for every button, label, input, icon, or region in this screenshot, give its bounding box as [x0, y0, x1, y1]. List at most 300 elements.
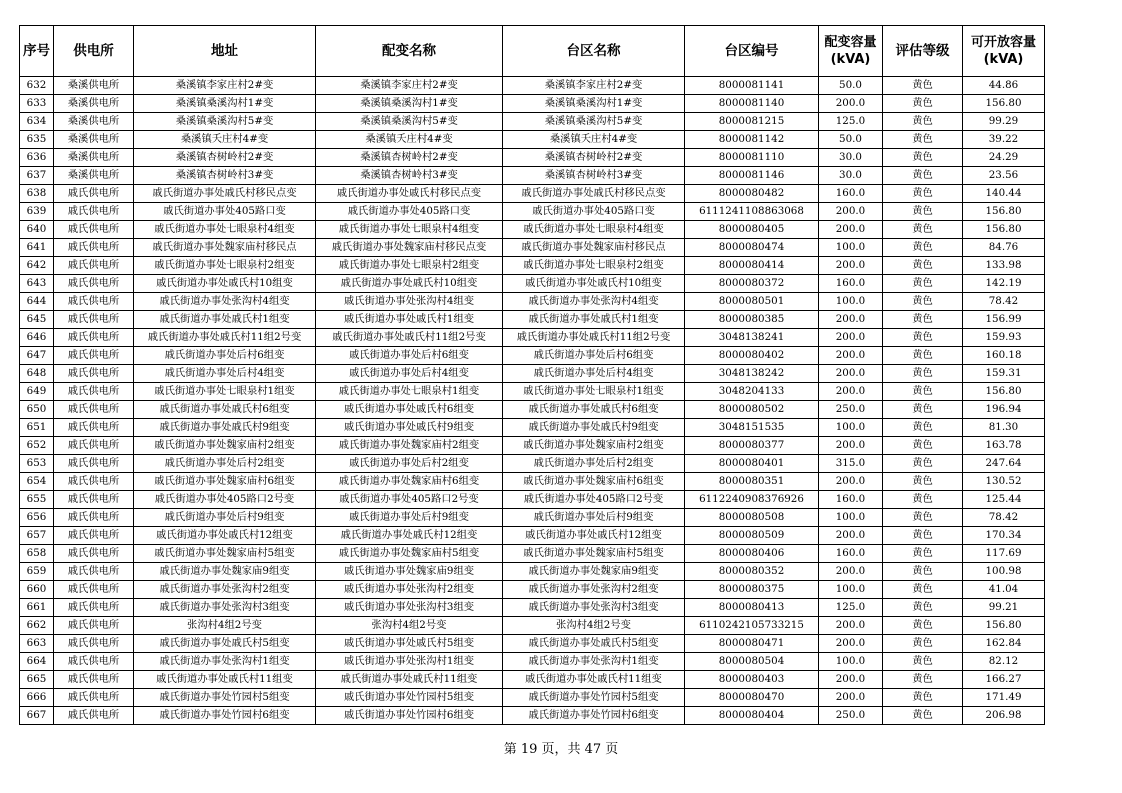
table-row: [20, 419, 1045, 437]
cell-open-capacity: 170.34: [963, 527, 1045, 545]
cell-area-code: 8000080375: [685, 581, 819, 599]
cell-address: 戚氏街道办事处七眼泉村2组变: [134, 257, 316, 275]
header-open-capacity: [963, 26, 1045, 77]
cell-seq: 641: [20, 239, 54, 257]
cell-station: 戚氏供电所: [54, 383, 134, 401]
cell-capacity: 100.0: [819, 581, 883, 599]
cell-area-code: 8000080501: [685, 293, 819, 311]
cell-station: 桑溪供电所: [54, 149, 134, 167]
cell-grade: 黄色: [883, 329, 963, 347]
cell-grade: 黄色: [883, 545, 963, 563]
cell-capacity: 200.0: [819, 365, 883, 383]
cell-open-capacity: 41.04: [963, 581, 1045, 599]
cell-capacity: 200.0: [819, 689, 883, 707]
cell-capacity: 250.0: [819, 707, 883, 725]
cell-area-code: 8000080405: [685, 221, 819, 239]
table-body: [20, 77, 1045, 725]
cell-area-code: 8000080509: [685, 527, 819, 545]
cell-grade: 黄色: [883, 347, 963, 365]
cell-capacity: 30.0: [819, 167, 883, 185]
cell-capacity: 200.0: [819, 203, 883, 221]
table-row: [20, 95, 1045, 113]
cell-seq: 660: [20, 581, 54, 599]
cell-seq: 638: [20, 185, 54, 203]
cell-address: 戚氏街道办事处戚氏村6组变: [134, 401, 316, 419]
cell-seq: 636: [20, 149, 54, 167]
cell-grade: 黄色: [883, 653, 963, 671]
cell-area-name: 戚氏街道办事处竹园村6组变: [503, 707, 685, 725]
cell-open-capacity: 166.27: [963, 671, 1045, 689]
cell-station: 戚氏供电所: [54, 617, 134, 635]
cell-area-name: 戚氏街道办事处戚氏村12组变: [503, 527, 685, 545]
table-row: [20, 563, 1045, 581]
cell-transformer-name: 戚氏街道办事处405路口2号变: [316, 491, 503, 509]
cell-address: 戚氏街道办事处后村2组变: [134, 455, 316, 473]
cell-address: 戚氏街道办事处戚氏村12组变: [134, 527, 316, 545]
cell-seq: 654: [20, 473, 54, 491]
cell-area-code: 8000081146: [685, 167, 819, 185]
table-row: [20, 491, 1045, 509]
cell-area-code: 3048204133: [685, 383, 819, 401]
cell-transformer-name: 戚氏街道办事处七眼泉村4组变: [316, 221, 503, 239]
cell-area-name: 戚氏街道办事处后村2组变: [503, 455, 685, 473]
cell-address: 戚氏街道办事处七眼泉村1组变: [134, 383, 316, 401]
cell-station: 戚氏供电所: [54, 563, 134, 581]
cell-area-name: 戚氏街道办事处竹园村5组变: [503, 689, 685, 707]
table-row: [20, 77, 1045, 95]
cell-grade: 黄色: [883, 149, 963, 167]
cell-seq: 634: [20, 113, 54, 131]
cell-transformer-name: 桑溪镇杏树岭村2#变: [316, 149, 503, 167]
table-row: [20, 185, 1045, 203]
cell-area-name: 戚氏街道办事处魏家庙村移民点: [503, 239, 685, 257]
table-row: [20, 311, 1045, 329]
cell-capacity: 30.0: [819, 149, 883, 167]
cell-capacity: 160.0: [819, 545, 883, 563]
cell-seq: 658: [20, 545, 54, 563]
table-row: [20, 671, 1045, 689]
cell-area-name: 戚氏街道办事处戚氏村11组变: [503, 671, 685, 689]
cell-open-capacity: 140.44: [963, 185, 1045, 203]
cell-transformer-name: 戚氏街道办事处竹园村6组变: [316, 707, 503, 725]
cell-grade: 黄色: [883, 689, 963, 707]
cell-address: 桑溪镇杏树岭村3#变: [134, 167, 316, 185]
cell-open-capacity: 78.42: [963, 509, 1045, 527]
page-number: 第 19 页，共 47 页: [503, 742, 619, 757]
cell-grade: 黄色: [883, 599, 963, 617]
cell-area-code: 8000080474: [685, 239, 819, 257]
cell-transformer-name: 戚氏街道办事处戚氏村5组变: [316, 635, 503, 653]
cell-open-capacity: 117.69: [963, 545, 1045, 563]
cell-grade: 黄色: [883, 167, 963, 185]
cell-area-name: 戚氏街道办事处戚氏村9组变: [503, 419, 685, 437]
table-row: [20, 383, 1045, 401]
cell-area-code: 8000080413: [685, 599, 819, 617]
cell-open-capacity: 156.80: [963, 95, 1045, 113]
cell-area-name: 戚氏街道办事处张沟村4组变: [503, 293, 685, 311]
cell-capacity: 100.0: [819, 419, 883, 437]
table-row: [20, 599, 1045, 617]
cell-station: 戚氏供电所: [54, 455, 134, 473]
header-capacity-unit: (kVA): [830, 52, 871, 67]
cell-transformer-name: 戚氏街道办事处后村4组变: [316, 365, 503, 383]
cell-seq: 646: [20, 329, 54, 347]
cell-station: 戚氏供电所: [54, 293, 134, 311]
cell-station: 戚氏供电所: [54, 257, 134, 275]
cell-area-name: 桑溪镇杏树岭村2#变: [503, 149, 685, 167]
cell-grade: 黄色: [883, 617, 963, 635]
table-row: [20, 113, 1045, 131]
cell-area-name: 戚氏街道办事处后村6组变: [503, 347, 685, 365]
cell-address: 戚氏街道办事处戚氏村9组变: [134, 419, 316, 437]
cell-area-name: 戚氏街道办事处张沟村2组变: [503, 581, 685, 599]
cell-open-capacity: 78.42: [963, 293, 1045, 311]
table-row: [20, 437, 1045, 455]
cell-area-code: 8000080377: [685, 437, 819, 455]
cell-capacity: 200.0: [819, 635, 883, 653]
cell-station: 戚氏供电所: [54, 491, 134, 509]
cell-open-capacity: 159.93: [963, 329, 1045, 347]
cell-open-capacity: 82.12: [963, 653, 1045, 671]
header-grade: 评估等级: [883, 26, 963, 77]
cell-address: 戚氏街道办事处魏家庙9组变: [134, 563, 316, 581]
cell-address: 戚氏街道办事处戚氏村1组变: [134, 311, 316, 329]
cell-seq: 656: [20, 509, 54, 527]
cell-grade: 黄色: [883, 275, 963, 293]
cell-open-capacity: 156.80: [963, 221, 1045, 239]
cell-station: 桑溪供电所: [54, 167, 134, 185]
cell-area-code: 8000080502: [685, 401, 819, 419]
cell-address: 戚氏街道办事处竹园村6组变: [134, 707, 316, 725]
cell-capacity: 200.0: [819, 95, 883, 113]
cell-seq: 647: [20, 347, 54, 365]
cell-transformer-name: 桑溪镇李家庄村2#变: [316, 77, 503, 95]
cell-area-code: 8000080508: [685, 509, 819, 527]
cell-area-name: 戚氏街道办事处戚氏村10组变: [503, 275, 685, 293]
header-row: [20, 26, 1045, 77]
table-row: [20, 275, 1045, 293]
cell-area-code: 8000080406: [685, 545, 819, 563]
cell-open-capacity: 156.99: [963, 311, 1045, 329]
cell-capacity: 100.0: [819, 509, 883, 527]
cell-area-code: 3048138241: [685, 329, 819, 347]
cell-seq: 640: [20, 221, 54, 239]
cell-station: 戚氏供电所: [54, 311, 134, 329]
cell-open-capacity: 206.98: [963, 707, 1045, 725]
cell-transformer-name: 戚氏街道办事处后村6组变: [316, 347, 503, 365]
cell-transformer-name: 戚氏街道办事处张沟村4组变: [316, 293, 503, 311]
cell-grade: 黄色: [883, 563, 963, 581]
cell-station: 戚氏供电所: [54, 347, 134, 365]
header-open-capacity-line1: 可开放容量: [970, 35, 1036, 50]
cell-grade: 黄色: [883, 437, 963, 455]
cell-address: 桑溪镇李家庄村2#变: [134, 77, 316, 95]
cell-capacity: 100.0: [819, 653, 883, 671]
cell-capacity: 200.0: [819, 221, 883, 239]
cell-area-name: 戚氏街道办事处张沟村3组变: [503, 599, 685, 617]
cell-open-capacity: 159.31: [963, 365, 1045, 383]
cell-area-code: 8000081141: [685, 77, 819, 95]
cell-transformer-name: 戚氏街道办事处魏家庙村移民点变: [316, 239, 503, 257]
cell-area-name: 戚氏街道办事处魏家庙村6组变: [503, 473, 685, 491]
cell-address: 戚氏街道办事处405路口2号变: [134, 491, 316, 509]
cell-grade: 黄色: [883, 95, 963, 113]
cell-grade: 黄色: [883, 311, 963, 329]
cell-capacity: 200.0: [819, 437, 883, 455]
cell-capacity: 200.0: [819, 671, 883, 689]
cell-station: 戚氏供电所: [54, 365, 134, 383]
cell-seq: 665: [20, 671, 54, 689]
cell-address: 戚氏街道办事处魏家庙村5组变: [134, 545, 316, 563]
cell-seq: 655: [20, 491, 54, 509]
cell-seq: 651: [20, 419, 54, 437]
table-row: [20, 131, 1045, 149]
cell-area-name: 戚氏街道办事处七眼泉村1组变: [503, 383, 685, 401]
cell-capacity: 125.0: [819, 113, 883, 131]
cell-station: 戚氏供电所: [54, 185, 134, 203]
table-row: [20, 149, 1045, 167]
cell-seq: 642: [20, 257, 54, 275]
cell-open-capacity: 162.84: [963, 635, 1045, 653]
table-row: [20, 401, 1045, 419]
table-header: [20, 26, 1045, 77]
cell-address: 戚氏街道办事处后村6组变: [134, 347, 316, 365]
cell-open-capacity: 23.56: [963, 167, 1045, 185]
cell-area-name: 戚氏街道办事处405路口2号变: [503, 491, 685, 509]
cell-area-code: 3048138242: [685, 365, 819, 383]
cell-transformer-name: 戚氏街道办事处张沟村2组变: [316, 581, 503, 599]
table-row: [20, 203, 1045, 221]
cell-area-name: 戚氏街道办事处戚氏村1组变: [503, 311, 685, 329]
cell-transformer-name: 戚氏街道办事处戚氏村9组变: [316, 419, 503, 437]
cell-area-name: 戚氏街道办事处张沟村1组变: [503, 653, 685, 671]
cell-address: 戚氏街道办事处戚氏村11组2号变: [134, 329, 316, 347]
cell-transformer-name: 戚氏街道办事处戚氏村6组变: [316, 401, 503, 419]
table-row: [20, 221, 1045, 239]
cell-open-capacity: 133.98: [963, 257, 1045, 275]
table-row: [20, 257, 1045, 275]
cell-capacity: 200.0: [819, 257, 883, 275]
cell-transformer-name: 张沟村4组2号变: [316, 617, 503, 635]
cell-area-code: 8000080352: [685, 563, 819, 581]
cell-capacity: 100.0: [819, 293, 883, 311]
cell-address: 戚氏街道办事处405路口变: [134, 203, 316, 221]
cell-address: 戚氏街道办事处张沟村4组变: [134, 293, 316, 311]
cell-seq: 643: [20, 275, 54, 293]
cell-transformer-name: 戚氏街道办事处魏家庙村5组变: [316, 545, 503, 563]
cell-station: 戚氏供电所: [54, 239, 134, 257]
cell-transformer-name: 戚氏街道办事处七眼泉村2组变: [316, 257, 503, 275]
cell-address: 戚氏街道办事处魏家庙村2组变: [134, 437, 316, 455]
cell-address: 戚氏街道办事处张沟村3组变: [134, 599, 316, 617]
cell-grade: 黄色: [883, 491, 963, 509]
header-capacity-line1: 配变容量: [824, 35, 877, 50]
cell-area-code: 6112240908376926: [685, 491, 819, 509]
cell-seq: 649: [20, 383, 54, 401]
cell-open-capacity: 44.86: [963, 77, 1045, 95]
cell-station: 戚氏供电所: [54, 419, 134, 437]
cell-area-name: 戚氏街道办事处后村4组变: [503, 365, 685, 383]
cell-address: 戚氏街道办事处张沟村1组变: [134, 653, 316, 671]
cell-seq: 662: [20, 617, 54, 635]
table-row: [20, 167, 1045, 185]
cell-grade: 黄色: [883, 527, 963, 545]
cell-area-code: 6110242105733215: [685, 617, 819, 635]
cell-grade: 黄色: [883, 221, 963, 239]
cell-area-name: 戚氏街道办事处七眼泉村4组变: [503, 221, 685, 239]
cell-seq: 652: [20, 437, 54, 455]
table-row: [20, 293, 1045, 311]
cell-station: 戚氏供电所: [54, 545, 134, 563]
cell-area-code: 8000080385: [685, 311, 819, 329]
cell-station: 戚氏供电所: [54, 599, 134, 617]
cell-transformer-name: 桑溪镇夭庄村4#变: [316, 131, 503, 149]
cell-station: 桑溪供电所: [54, 77, 134, 95]
cell-area-code: 8000080372: [685, 275, 819, 293]
cell-station: 戚氏供电所: [54, 401, 134, 419]
cell-transformer-name: 戚氏街道办事处戚氏村11组2号变: [316, 329, 503, 347]
cell-open-capacity: 156.80: [963, 203, 1045, 221]
cell-seq: 644: [20, 293, 54, 311]
cell-area-name: 桑溪镇桑溪沟村5#变: [503, 113, 685, 131]
cell-area-name: 桑溪镇杏树岭村3#变: [503, 167, 685, 185]
cell-transformer-name: 戚氏街道办事处戚氏村12组变: [316, 527, 503, 545]
cell-area-code: 8000080414: [685, 257, 819, 275]
cell-seq: 632: [20, 77, 54, 95]
cell-address: 戚氏街道办事处戚氏村移民点变: [134, 185, 316, 203]
cell-station: 桑溪供电所: [54, 95, 134, 113]
cell-open-capacity: 39.22: [963, 131, 1045, 149]
cell-transformer-name: 戚氏街道办事处魏家庙村6组变: [316, 473, 503, 491]
cell-open-capacity: 24.29: [963, 149, 1045, 167]
cell-capacity: 250.0: [819, 401, 883, 419]
cell-station: 戚氏供电所: [54, 221, 134, 239]
cell-area-name: 戚氏街道办事处405路口变: [503, 203, 685, 221]
cell-seq: 650: [20, 401, 54, 419]
cell-area-code: 8000080351: [685, 473, 819, 491]
cell-area-name: 张沟村4组2号变: [503, 617, 685, 635]
cell-transformer-name: 桑溪镇杏树岭村3#变: [316, 167, 503, 185]
cell-area-code: 3048151535: [685, 419, 819, 437]
cell-station: 戚氏供电所: [54, 581, 134, 599]
cell-open-capacity: 81.30: [963, 419, 1045, 437]
cell-area-name: 戚氏街道办事处戚氏村11组2号变: [503, 329, 685, 347]
cell-capacity: 50.0: [819, 131, 883, 149]
header-station: 供电所: [54, 26, 134, 77]
cell-transformer-name: 戚氏街道办事处魏家庙村2组变: [316, 437, 503, 455]
cell-open-capacity: 196.94: [963, 401, 1045, 419]
cell-area-name: 戚氏街道办事处魏家庙村2组变: [503, 437, 685, 455]
cell-station: 戚氏供电所: [54, 635, 134, 653]
cell-area-name: 桑溪镇李家庄村2#变: [503, 77, 685, 95]
cell-capacity: 160.0: [819, 185, 883, 203]
cell-grade: 黄色: [883, 671, 963, 689]
cell-address: 戚氏街道办事处戚氏村10组变: [134, 275, 316, 293]
cell-area-code: 6111241108863068: [685, 203, 819, 221]
header-transformer-name: 配变名称: [316, 26, 503, 77]
cell-capacity: 100.0: [819, 239, 883, 257]
cell-seq: 667: [20, 707, 54, 725]
cell-capacity: 200.0: [819, 527, 883, 545]
cell-open-capacity: 99.21: [963, 599, 1045, 617]
cell-station: 戚氏供电所: [54, 671, 134, 689]
cell-seq: 666: [20, 689, 54, 707]
cell-area-code: 8000080404: [685, 707, 819, 725]
cell-seq: 639: [20, 203, 54, 221]
cell-transformer-name: 戚氏街道办事处后村9组变: [316, 509, 503, 527]
cell-address: 戚氏街道办事处戚氏村11组变: [134, 671, 316, 689]
cell-grade: 黄色: [883, 419, 963, 437]
cell-open-capacity: 156.80: [963, 383, 1045, 401]
table-row: [20, 239, 1045, 257]
cell-address: 戚氏街道办事处后村9组变: [134, 509, 316, 527]
table-row: [20, 653, 1045, 671]
cell-transformer-name: 戚氏街道办事处魏家庙9组变: [316, 563, 503, 581]
cell-grade: 黄色: [883, 509, 963, 527]
cell-area-name: 桑溪镇夭庄村4#变: [503, 131, 685, 149]
cell-station: 戚氏供电所: [54, 707, 134, 725]
cell-open-capacity: 171.49: [963, 689, 1045, 707]
cell-open-capacity: 156.80: [963, 617, 1045, 635]
cell-area-code: 8000081215: [685, 113, 819, 131]
table-row: [20, 545, 1045, 563]
cell-grade: 黄色: [883, 365, 963, 383]
cell-capacity: 200.0: [819, 329, 883, 347]
cell-grade: 黄色: [883, 401, 963, 419]
table-row: [20, 581, 1045, 599]
cell-area-code: 8000080482: [685, 185, 819, 203]
cell-station: 戚氏供电所: [54, 653, 134, 671]
table-row: [20, 707, 1045, 725]
cell-transformer-name: 戚氏街道办事处405路口变: [316, 203, 503, 221]
cell-address: 桑溪镇夭庄村4#变: [134, 131, 316, 149]
cell-open-capacity: 247.64: [963, 455, 1045, 473]
cell-area-name: 戚氏街道办事处七眼泉村2组变: [503, 257, 685, 275]
cell-seq: 663: [20, 635, 54, 653]
header-address: 地址: [134, 26, 316, 77]
table-row: [20, 473, 1045, 491]
cell-area-name: 戚氏街道办事处魏家庙村5组变: [503, 545, 685, 563]
cell-area-code: 8000080470: [685, 689, 819, 707]
cell-area-code: 8000080401: [685, 455, 819, 473]
cell-seq: 648: [20, 365, 54, 383]
cell-grade: 黄色: [883, 455, 963, 473]
cell-capacity: 200.0: [819, 617, 883, 635]
cell-area-code: 8000080504: [685, 653, 819, 671]
header-seq: 序号: [20, 26, 54, 77]
cell-grade: 黄色: [883, 113, 963, 131]
cell-area-code: 8000081142: [685, 131, 819, 149]
cell-grade: 黄色: [883, 581, 963, 599]
cell-seq: 645: [20, 311, 54, 329]
substation-capacity-table: [19, 25, 1045, 725]
cell-area-name: 戚氏街道办事处后村9组变: [503, 509, 685, 527]
cell-station: 戚氏供电所: [54, 473, 134, 491]
cell-capacity: 200.0: [819, 311, 883, 329]
cell-station: 戚氏供电所: [54, 437, 134, 455]
cell-address: 戚氏街道办事处魏家庙村移民点: [134, 239, 316, 257]
header-capacity: [819, 26, 883, 77]
cell-grade: 黄色: [883, 185, 963, 203]
cell-transformer-name: 戚氏街道办事处戚氏村10组变: [316, 275, 503, 293]
cell-transformer-name: 戚氏街道办事处戚氏村1组变: [316, 311, 503, 329]
cell-transformer-name: 桑溪镇桑溪沟村1#变: [316, 95, 503, 113]
table-row: [20, 617, 1045, 635]
cell-transformer-name: 戚氏街道办事处戚氏村11组变: [316, 671, 503, 689]
header-area-code: 台区编号: [685, 26, 819, 77]
cell-transformer-name: 戚氏街道办事处戚氏村移民点变: [316, 185, 503, 203]
table-row: [20, 455, 1045, 473]
